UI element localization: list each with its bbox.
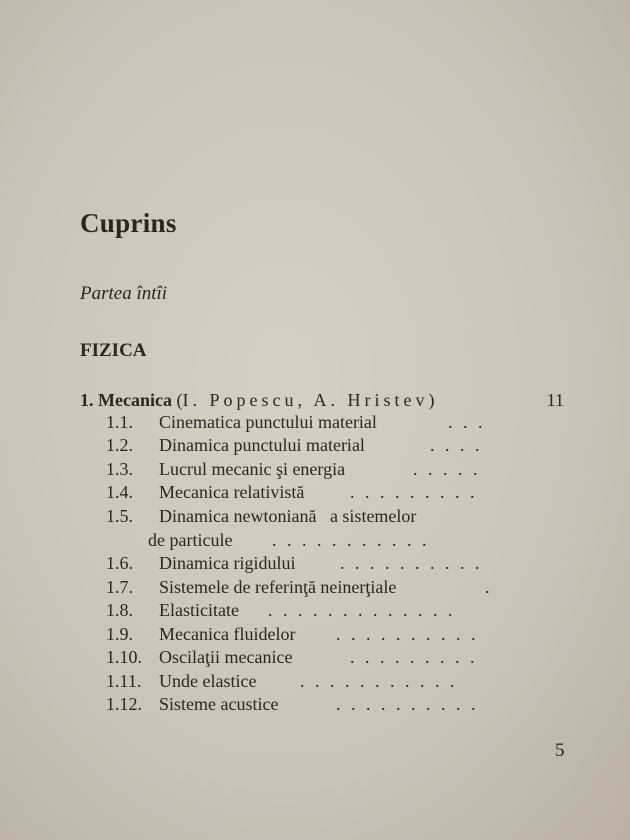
entry-title: Elasticitate [159, 600, 239, 620]
entry-title: Oscilaţii mecanice [159, 647, 293, 667]
entry-leader: . . . [448, 412, 486, 432]
entry-number: 1.9. [106, 624, 133, 644]
entry-leader: . [485, 577, 493, 597]
part-label: Partea întîi [80, 283, 168, 304]
entry-title: Mecanica relativistă [159, 482, 305, 502]
entry-number: 1.5. [106, 506, 133, 526]
entry-title-continuation: de particule [148, 530, 233, 550]
entry-title: Lucrul mecanic şi energia [159, 459, 346, 479]
entry-title: Sistemele de referinţă neinerţiale [159, 577, 397, 597]
entry-number: 1.7. [106, 577, 133, 597]
entry-number: 1.3. [106, 459, 133, 479]
entry-number: 1.8. [106, 600, 133, 620]
entry-number: 1.1. [106, 412, 133, 432]
section-title: FIZICA [80, 340, 147, 361]
entry-leader: . . . . . [413, 459, 481, 479]
page-number: 5 [555, 740, 565, 761]
entry-leader: . . . . . . . . . [350, 647, 478, 667]
page-title: Cuprins [80, 208, 177, 238]
entry-title: Mecanica fluidelor [159, 624, 296, 644]
entry-number: 1.6. [106, 553, 133, 573]
entry-title: Dinamica rigidului [159, 553, 296, 573]
chapter-authors: I. Popescu, A. Hristev [182, 390, 429, 410]
entry-leader: . . . . . . . . . . . [272, 530, 430, 550]
entry-number: 1.4. [106, 482, 133, 502]
entry-title: Dinamica punctului material [159, 435, 365, 455]
entry-leader: . . . . . . . . . . [336, 624, 479, 644]
chapter-page: 11 [546, 390, 564, 410]
chapter-number: 1. [80, 390, 94, 410]
chapter-title: Mecanica [98, 390, 172, 410]
entry-leader: . . . . . . . . . . . [300, 671, 458, 691]
entry-leader: . . . . . . . . . [350, 482, 478, 502]
chapter-authors-open: ( [176, 390, 183, 410]
entry-title: Sisteme acustice [159, 694, 279, 714]
entry-number: 1.10. [106, 647, 142, 667]
entry-leader: . . . . [430, 435, 483, 455]
entry-number: 1.11. [106, 671, 142, 691]
entry-number: 1.12. [106, 694, 142, 714]
chapter-row [80, 390, 434, 411]
entry-title: Dinamica newtoniană a sistemelor [159, 506, 417, 526]
entry-number: 1.2. [106, 435, 133, 455]
chapter-authors-close: ) [428, 390, 435, 410]
entry-leader: . . . . . . . . . . [336, 694, 479, 714]
entry-leader: . . . . . . . . . . . . . [268, 600, 456, 620]
entry-title: Unde elastice [159, 671, 257, 691]
entry-title: Cinematica punctului material [159, 412, 377, 432]
entry-leader: . . . . . . . . . . [340, 553, 483, 573]
